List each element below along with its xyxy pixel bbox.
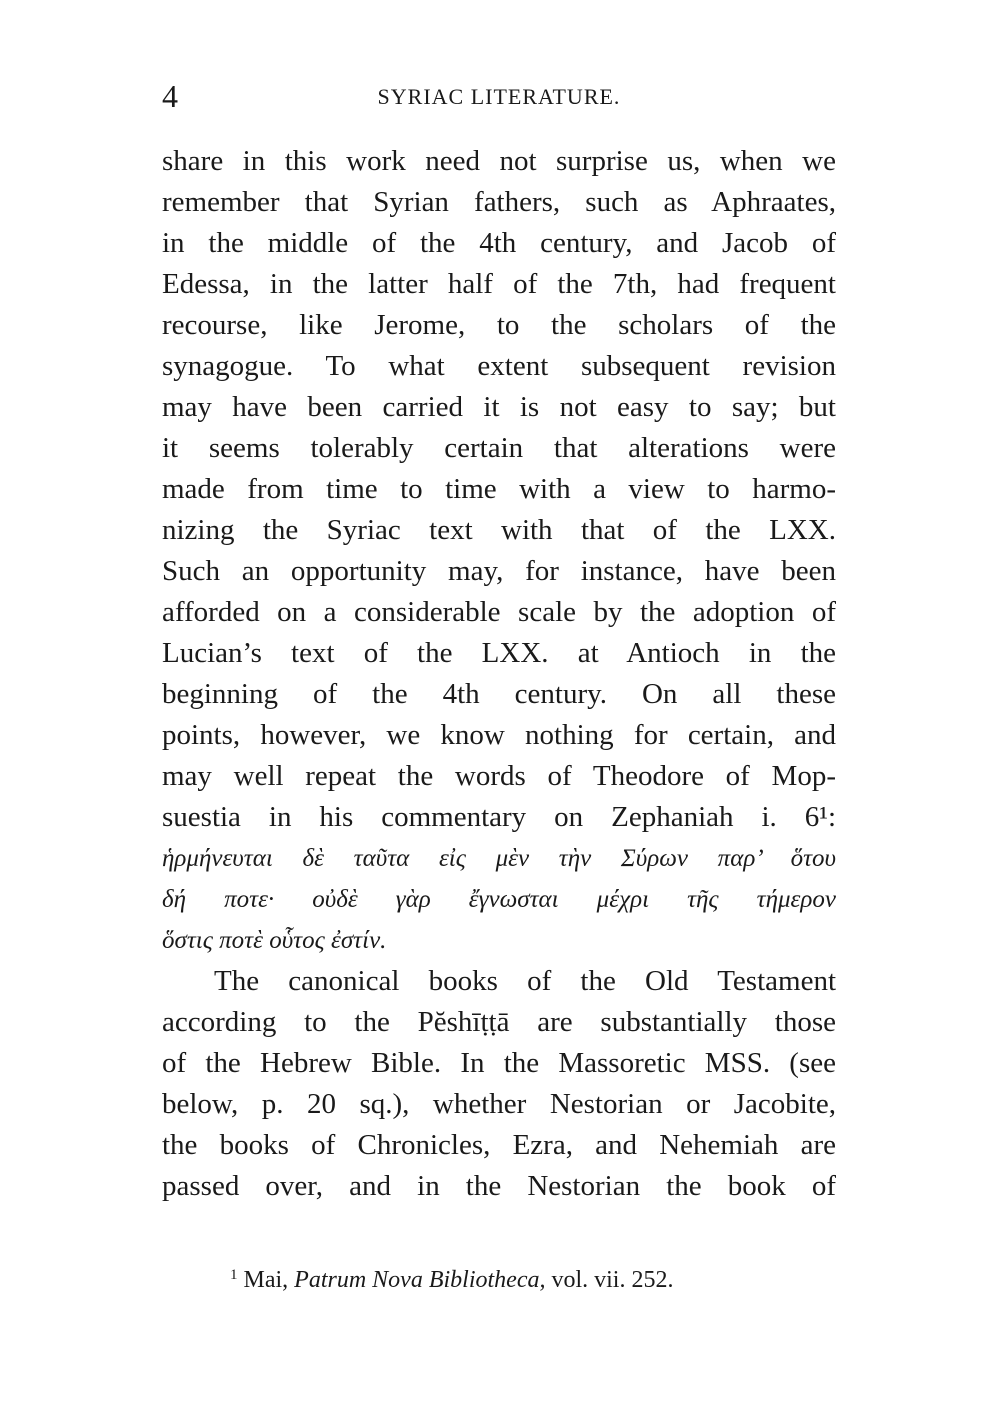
paragraph-start-line: The canonical books of the Old Testament	[214, 965, 836, 997]
page-number: 4	[162, 78, 178, 114]
running-title: SYRIAC LITERATURE.	[377, 84, 621, 109]
text-line: Edessa, in the latter half of the 7th, had frequent	[162, 268, 836, 300]
page-header	[162, 78, 836, 114]
text-line: nizing the Syriac text with that of the LXX.	[162, 514, 836, 546]
text-line: in the middle of the 4th century, and Jacob of	[162, 227, 836, 259]
text-line: it seems tolerably certain that alterations were	[162, 432, 836, 464]
text-line: share in this work need not surprise us, when we	[162, 145, 836, 177]
footnote-work-title: Patrum Nova Bibliotheca,	[294, 1267, 546, 1293]
footnote	[230, 1260, 830, 1295]
footnote-reference: vol. vii. 252.	[551, 1267, 674, 1293]
text-line: remember that Syrian fathers, such as Aphraates,	[162, 186, 836, 218]
text-line: Lucian’s text of the LXX. at Antioch in the	[162, 637, 836, 669]
greek-quote-line: δή ποτε· οὐδὲ γὰρ ἔγνωσται μέχρι τῆς τήμερον	[162, 886, 836, 913]
text-line: beginning of the 4th century. On all these	[162, 678, 836, 710]
footnote-author: Mai,	[243, 1267, 289, 1293]
greek-quote-line: ἡρμήνευται δὲ ταῦτα εἰς μὲν τὴν Σύρων παρ’ ὅτου	[162, 845, 836, 872]
text-line: of the Hebrew Bible. In the Massoretic MSS. (see	[162, 1047, 836, 1079]
text-line: according to the Pĕshīṭṭā are substantially those	[162, 1006, 836, 1038]
text-line: Such an opportunity may, for instance, have been	[162, 555, 836, 587]
text-line: recourse, like Jerome, to the scholars of the	[162, 309, 836, 341]
text-line: points, however, we know nothing for certain, and	[162, 719, 836, 751]
text-line: synagogue. To what extent subsequent revision	[162, 350, 836, 382]
text-line: suestia in his commentary on Zephaniah i. 6¹:	[162, 801, 836, 833]
footnote-marker: 1	[230, 1267, 238, 1283]
text-line: the books of Chronicles, Ezra, and Nehemiah are	[162, 1129, 836, 1161]
text-line: passed over, and in the Nestorian the book of	[162, 1170, 836, 1202]
text-line: below, p. 20 sq.), whether Nestorian or Jacobite,	[162, 1088, 836, 1120]
text-line: made from time to time with a view to harmo-	[162, 473, 836, 505]
text-line: may have been carried it is not easy to say; but	[162, 391, 836, 423]
body-text	[162, 141, 836, 1207]
text-line: afforded on a considerable scale by the adoption of	[162, 596, 836, 628]
text-line: may well repeat the words of Theodore of Mop-	[162, 760, 836, 792]
greek-quote-line: ὅστις ποτὲ οὗτος ἐστίν.	[162, 927, 387, 954]
